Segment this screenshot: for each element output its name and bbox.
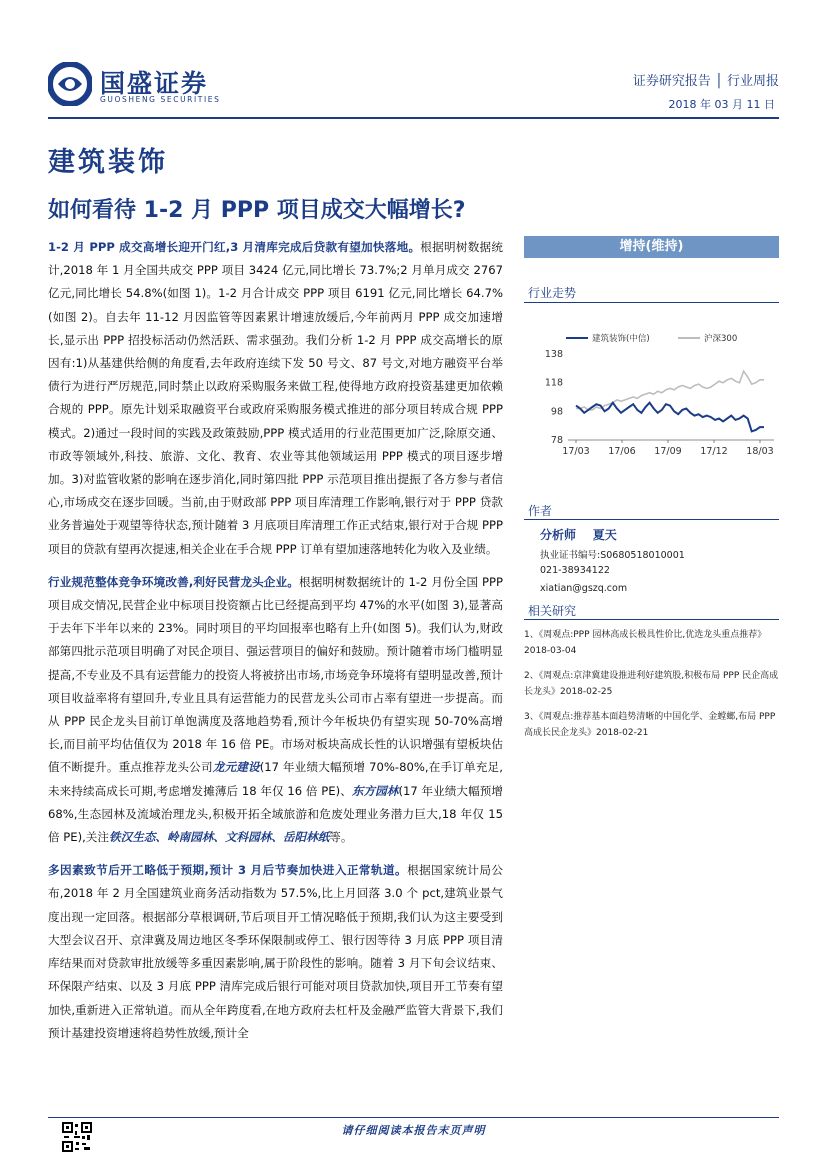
- paragraph-3: [48, 859, 503, 1045]
- paragraph-3-lead: 多因素致节后开工略低于预期,预计 3 月后节奏加快进入正常轨道。: [48, 863, 408, 878]
- analyst-license: 执业证书编号:S0680518010001: [540, 550, 685, 561]
- companies-watchlist: 铁汉生态、岭南园林、文科园林、岳阳林纸: [109, 830, 330, 845]
- research-divider: [524, 619, 779, 620]
- x-tick-label: 18/03: [746, 446, 774, 457]
- analyst-label: 分析师: [540, 528, 577, 542]
- research-item[interactable]: 2、《周观点:京津冀建设推进利好建筑股,积极布局 PPP 民企高成长龙头》2018-02-25: [524, 671, 779, 697]
- trend-title: 行业走势: [528, 286, 577, 300]
- y-tick-label: 98: [550, 406, 563, 418]
- related-research-title: 相关研究: [528, 604, 577, 618]
- paragraph-2-text-d: 等。: [329, 830, 353, 845]
- author-divider: [524, 519, 779, 520]
- paragraph-2-text-c: (17 年业绩大幅预增 68%,生态园林及流域治理龙头,积极开拓全域旅游和危废处理业务潜力巨大,18 年仅 15 倍 PE),关注: [48, 783, 503, 845]
- y-tick-label: 78: [550, 435, 563, 446]
- report-headline: 如何看待 1-2 月 PPP 项目成交大幅增长?: [48, 198, 466, 223]
- analyst-name: 夏天: [592, 528, 617, 542]
- sector-title: 建筑装饰: [48, 147, 168, 178]
- paragraph-2-text-b: (17 年业绩大幅预增 70%-80%,在手订单充足,未来持续高成长可期,考虑增发摊薄后 18 年仅 16 倍 PE)、: [48, 760, 503, 798]
- x-tick-label: 17/03: [562, 446, 590, 457]
- company-name-en: GUOSHENG SECURITIES: [100, 95, 221, 104]
- research-item[interactable]: 3、《周观点:推荐基本面趋势清晰的中国化学、金螳螂,布局 PPP 高成长民企龙头》2018-02-21: [524, 712, 776, 738]
- footer-divider: [48, 1117, 779, 1118]
- x-tick-label: 17/12: [700, 446, 728, 457]
- report-type: 证券研究报告 │ 行业周报: [632, 74, 779, 89]
- paragraph-1-lead: 1-2 月 PPP 成交高增长迎开门红,3 月清库完成后贷款有望加快落地。: [48, 240, 421, 254]
- paragraph-1: [48, 236, 503, 561]
- paragraph-3-text: 根据国家统计局公布,2018 年 2 月全国建筑业商务活动指数为 57.5%,比上月回落 3.0 个 pct,建筑业景气度出现一定回落。根据部分草根调研,节后项目开工情况略低于预期,我们认为这主要受到大型会议召开、京津冀及周边地区冬季环保限制或停工、银行因等待 3 月底 PPP 项目清库结果而对贷款审批放缓等多重因素影响,属于阶段性的影响。随着 3 月下旬会议结束、环保限产结束、以及 3 月底 PPP 清库完成后银行可能对项目贷款加快,项目开工节奏有望加快,重新进入正常轨道。而从全年跨度看,在地方政府去杠杆及金融严监管大背景下,我们预计基建投资增速将趋势性放缓,预计全: [48, 863, 503, 1040]
- y-tick-label: 138: [544, 349, 563, 360]
- paragraph-2-text-a: 根据明树数据统计的 1-2 月份全国 PPP 项目成交情况,民营企业中标项目投资额占比已经提高到平均 47%的水平(如图 3),显著高于去年下半年以来的 23%。同时项目的平均回报率也略有上升(如图 5)。我们认为,财政部第四批示范项目明确了对民企项目、强运营项目的偏好和鼓励。预计随着市场门槛明显提高,不专业及不具有运营能力的投资人将被挤出市场,市场竞争环境将有望明显改善,预计项目收益率将有望回升,专业且具有运营能力的民营龙头公司市占率有望进一步提高。而从 PPP 民企龙头目前订单饱满度及落地趋势看,预计今年板块仍有望实现 50-70%高增长,而目前平均估值仅为 2018 年 16 倍 PE。市场对板块高成长性的认识增强有望板块估值不断提升。重点推荐龙头公司: [48, 574, 504, 775]
- company-logo: [48, 62, 248, 112]
- series-line-hs300: [576, 371, 764, 410]
- analyst-phone: 021-38934122: [540, 565, 610, 576]
- industry-trend-chart: [530, 326, 780, 466]
- author-title: 作者: [528, 504, 553, 518]
- x-tick-label: 17/06: [608, 446, 636, 457]
- rating-badge: 增持(维持): [524, 236, 779, 258]
- company-dongfang: 东方园林: [351, 783, 399, 798]
- footer-disclaimer: 请仔细阅读本报告末页声明: [341, 1124, 486, 1137]
- analyst-email[interactable]: xiatian@gszq.com: [540, 583, 628, 594]
- paragraph-2-lead: 行业规范整体竞争环境改善,利好民营龙头企业。: [48, 574, 300, 589]
- header-divider: [48, 117, 779, 119]
- series-line-construction: [576, 403, 764, 432]
- y-tick-label: 118: [544, 377, 563, 389]
- legend-label: 沪深300: [704, 334, 738, 344]
- research-item[interactable]: 1、《周观点:PPP 园林高成长极具性价比,优选龙头重点推荐》2018-03-04: [524, 630, 767, 656]
- trend-divider: [524, 302, 779, 303]
- legend-label: 建筑装饰(中信): [592, 334, 650, 344]
- company-name-cn: 国盛证券: [100, 69, 209, 98]
- company-longyuan: 龙元建设: [212, 760, 260, 775]
- paragraph-2: [48, 571, 503, 849]
- paragraph-1-text: 根据明树数据统计,2018 年 1 月全国共成交 PPP 项目 3424 亿元,同比增长 73.7%;2 月单月成交 2767 亿元,同比增长 54.8%(如图 1)。1-2 月合计成交 PPP 项目 6191 亿元,同比增长 64.7%(如图 2)。自去年 11-12 月因监管等因素累计增速放缓后,今年前两月 PPP 成交加速增长,显示出 PPP 招投标活动仍然活跃、需求强劲。我们分析 1-2 月 PPP 成交高增长的原因有:1)从基建供给侧的角度看,去年政府连续下发 50 号文、87 号文,对地方融资平台举债行为进行严厉规范,同时禁止以政府采购服务来做工程,使得地方政府投资基建更加依赖合规的 PPP。原先计划采取融资平台或政府采购服务模式推进的部分项目转成合规 PPP 模式。2)通过一段时间的实践及政策鼓励,PPP 模式适用的行业范围更加广泛,除原交通、市政等领域外,科技、旅游、文化、教育、农业等其他领域运用 PPP 模式的项目逐步增加。3)对监管收紧的影响在逐步消化,同时第四批 PPP 示范项目推出提振了各方参与者信心,市场成交在逐步回暖。当前,由于财政部 PPP 项目库清理工作影响,银行对于 PPP 贷款业务普遍处于观望等待状态,预计随着 3 月底项目库清理工作正式结束,银行对于合规 PPP 项目的贷款有望再次提速,相关企业在手合规 PPP 订单有望加速落地转化为收入及业绩。: [48, 240, 503, 556]
- x-tick-label: 17/09: [654, 446, 682, 457]
- main-body: [48, 236, 503, 1045]
- report-date: 2018 年 03 月 11 日: [668, 98, 775, 111]
- analyst-line: [540, 526, 617, 543]
- guosheng-logo-icon: [48, 62, 92, 106]
